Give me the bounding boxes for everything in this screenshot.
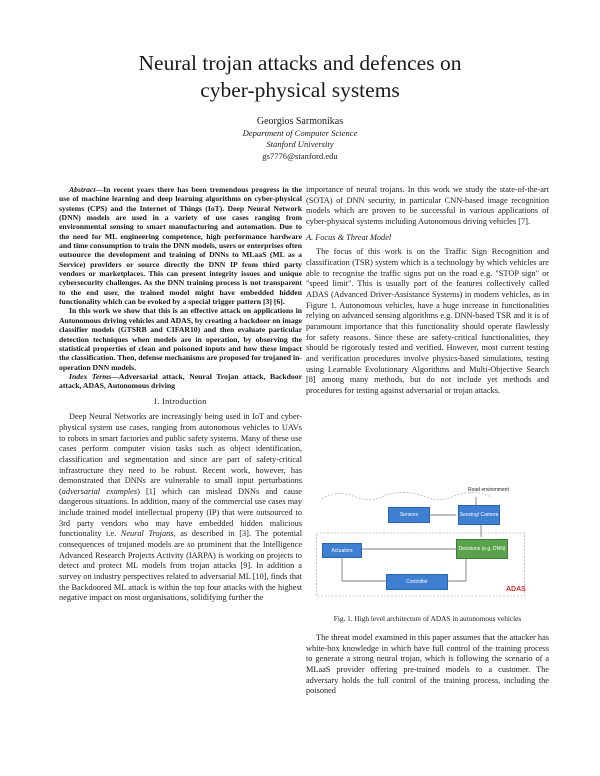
abstract-p2: In this work we show that this is an effective attack on applications in Autonomous driving vehicles and ADAS, by creating a backdoor on image classifier models (GTSRB and CIFAR10) and then evaluate particular detection techniques when models are in operation, by observing the statistical properties of clean and poisoned inputs and how these impact the classification. Then, defense mechanisms are proposed for trojaned in-operation DNN models. [59,306,302,372]
decisions-box: Decisions (e.g. DNN) [456,539,508,559]
figure-caption: Fig. 1. High level architecture of ADAS in autonomous vehicles [333,614,522,623]
abstract [59,185,302,306]
threat-model-text: The threat model examined in this paper assumes that the attacker has white-box knowledge in which have full control of the training process to generate a strong neural trojan, which is following the scenario of a MLaaS provider offering pre-trained models to a customer. The adversary holds the full control of the training process, including the poisoned [306,633,549,696]
index-terms-text: —Adversarial attack, Neural Trojan attack, Backdoor attack, ADAS, Autonomous driving [59,371,302,391]
controller-box: Controller [386,574,448,590]
intro-text-b: ) [1] which can mislead DNNs and cause dangerous situations. In addition, many of the commercial use cases may include trained model intellectual property (IP) that were outsourced to 3rd party vendors who may have embedded hidden malicious functionality i.e. [59,486,302,539]
title-line-1: Neural trojan attacks and defences on [138,51,462,75]
intro-continued: importance of neural trojans. In this work we study the state-of-the-art (SOTA) of DNN security, in particular CNN-based image recognition models which are proven to be successful in various applications of cyber-physical systems including Autonomous driving vehicles [7]. [306,185,549,226]
road-sketch [322,492,491,499]
paper-title [0,50,600,104]
actuators-box: Actuators [322,543,362,558]
intro-em-adversarial: adversarial examples [61,486,138,496]
section-heading-introduction: I. Introduction [154,396,207,406]
title-line-2: cyber-physical systems [200,78,400,102]
sensors-box: Sensors [388,507,430,523]
index-terms [59,372,302,391]
focus-paragraph: The focus of this work is on the Traffic Sign Recognition and classification (TSR) system which is a technology by which vehicles are able to recognise the traffic signs put on the road e.g. "STOP sign" or "speed limit". This is usually part of the features collectively called ADAS (Advanced Driver-Assistance Systems) in modern vehicles, as in Figure 1. Autonomous vehicles, have a huge increase in functionalities relying on advanced sensing algorithms e.g. DNN-based TSR and it is of paramount importance that this functionality should operate flawlessly for safety reasons. Since these are safety-critical functionalities, they should be rigorously tested and verified. However, most current testing and verification procedures involve physics-based simulations, testing using Learnable Evolutionary Algorithms and Multi-Objective Search [8] among many methods, but do not include yet methods and procedures for testing against adversarial or trojan attacks. [306,247,549,395]
abstract-label: Abstract [69,185,96,194]
threat-model-paragraph [306,633,549,697]
author-univ: Stanford University [266,139,334,149]
adas-label: ADAS [506,586,526,593]
abstract-text: —In recent years there has been tremendous progress in the use of machine learning and deep learning algorithms on cyber-physical systems (CPS) and the Internet of Things (IoT). Deep Neural Network (DNN) models are used in a variety of use cases ranging from environmental sensing to smart manufacturing and automation. Due to the need for ML engineering competence, high performance hardware and time consumption to train the DNN models, users or enterprises often outsource the development and training of DNNs to MLaaS (ML as a Service) providers or source directly the DNN IP from third party vendors or marketplaces. This can present integrity issues and unique cybersecurity challenges. As the DNN training process is not transparent to the end user, the trained model might have embedded hidden functionality which can be evoked by a special trigger pattern [3] [6]. [59,185,302,307]
subsection-heading-focus: A. Focus & Threat Model [306,232,392,242]
intro-paragraph [59,412,302,604]
author-email: gs7776@stanford.edu [262,150,338,161]
road-environment-label: Road environment [468,487,509,493]
left-column [59,185,302,604]
author-block [0,116,600,162]
figure-adas-architecture [316,485,541,602]
intro-em-trojans: Neural Trojans [120,529,174,539]
author-dept: Department of Computer Science [242,127,358,138]
index-terms-label: Index Terms [69,371,112,381]
author-name: Georgios Sarmonikas [256,116,344,127]
right-column [306,185,549,396]
intro-text-a: Deep Neural Networks are increasingly being used in IoT and cyber-physical system use cases, ranging from autonomous vehicles to UAVs to robots in smart factories and public safety systems. Many of these use cases perform computer vision tasks such as object identification, classification and segmentation and since are part of safety-critical infrastructure they need to be robust. Recent work, however, has demonstrated that DNNs are vulnerable to small input perturbations ( [59,412,302,496]
sensing-camera-box: Sensing/ Camera [458,505,500,525]
intro-text-c: , as described in [3]. The potential consequences of trojaned models are so prominent that the Intelligence Advanced Research Projects Activity (IARPA) is working on projects to detect and protect ML models from trojan attacks [9]. In addition a survey on industry perspectives related to adversarial ML [10], finds that the Backdoored ML attack is within the top four attacks with the highest negative impact on most organisations, solidifying further the [59,529,302,603]
